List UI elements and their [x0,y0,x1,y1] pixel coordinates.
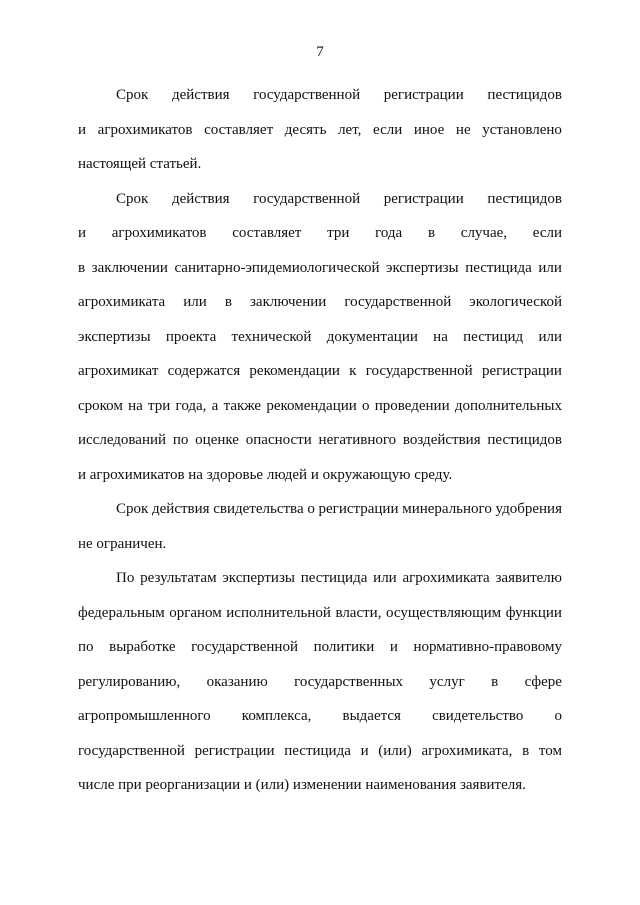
word: экологической [469,294,562,310]
word: исследований [78,432,167,448]
word: агрохимиката [402,570,490,586]
line-text: настоящей статьей. [78,156,202,172]
word: политики [313,639,375,655]
word: по [78,639,94,655]
word: заявителю [495,570,562,586]
word: иное [413,122,445,138]
word: в [78,260,86,276]
word: государственной [253,87,361,103]
word: пестицида [284,743,351,759]
word: в [491,674,499,690]
word: том [538,743,562,759]
word: года, [175,398,207,414]
word: о [362,398,370,414]
word: пестицидов [487,191,562,207]
word: свидетельство [432,708,524,724]
word: а [211,398,219,414]
word: государственных [294,674,404,690]
word: или [183,294,207,310]
word: к [349,363,357,379]
word: о [554,708,562,724]
word: государственной [78,743,185,759]
word: агрохимикатов [111,225,207,241]
word: исполнительной [226,605,331,621]
text-line [78,431,562,449]
word: или [538,260,562,276]
word: или [373,570,397,586]
word: сроком [78,398,123,414]
text-line [78,535,562,553]
word: власти, [335,605,382,621]
word: дополнительных [454,398,562,414]
word: Срок [116,87,149,103]
word: регистрации [481,363,562,379]
text-line [78,742,562,760]
text-line [78,707,562,725]
word: действия [171,191,230,207]
word: рекомендации [266,398,357,414]
text-line [78,362,562,380]
word: комплекса, [241,708,312,724]
word: документации [326,329,418,345]
word: государственной [344,294,452,310]
text-line [78,397,562,415]
text-line [78,121,562,139]
word: функции [505,605,562,621]
word: Срок [116,501,149,517]
word: государственной [365,363,473,379]
text-line [78,293,562,311]
word: (или) [378,743,412,759]
word: не [455,122,471,138]
word: По [116,570,135,586]
word: сфере [524,674,562,690]
word: агропромышленного [78,708,211,724]
word: на [128,398,143,414]
word: экспертизы [222,570,295,586]
word: агрохимиката [78,294,166,310]
line-text: не ограничен. [78,536,167,552]
text-line [78,466,562,484]
word: агрохимикат [78,363,159,379]
text-line [78,673,562,691]
word: регулированию, [78,674,181,690]
word: содержатся [167,363,241,379]
word: в [522,743,530,759]
text-line [78,155,562,173]
word: случае, [460,225,508,241]
word: или [538,329,562,345]
word: агрохимикатов [97,122,193,138]
word: три [148,398,171,414]
word: и [78,225,87,241]
word: санитарно-эпидемиологической [174,260,380,276]
word: в [427,225,436,241]
word: свидетельства [213,501,304,517]
word: по [172,432,189,448]
text-line [78,776,562,794]
word: экспертизы [78,329,151,345]
word: пестицида [300,570,368,586]
word: на [433,329,448,345]
word: действия [171,87,230,103]
word: пестицида [465,260,532,276]
word: нормативно-правовому [413,639,562,655]
word: агрохимиката, [421,743,513,759]
word: органом [169,605,222,621]
word: минерального [402,501,492,517]
word: о [307,501,315,517]
word: выработке [109,639,176,655]
word: оказанию [206,674,268,690]
word: результатам [140,570,217,586]
word: воздействия [402,432,481,448]
word: и [389,639,398,655]
word: Срок [116,191,149,207]
word: проведении [374,398,450,414]
word: проекта [165,329,217,345]
word: регистрации [194,743,275,759]
word: заключении [91,260,168,276]
word: установлено [482,122,562,138]
word: если [532,225,562,241]
word: года [375,225,403,241]
page-number: 7 [316,44,324,60]
word: негативного [318,432,397,448]
text-line [78,638,562,656]
text-line [116,569,562,587]
word: рекомендации [249,363,340,379]
word: регистрации [383,191,464,207]
word: в [224,294,232,310]
word: и [78,122,87,138]
word: десять [284,122,327,138]
word: федеральным [78,605,165,621]
word: составляет [232,225,302,241]
word: государственной [191,639,298,655]
text-line [116,500,562,518]
text-line [78,328,562,346]
word: три [327,225,350,241]
text-line [78,224,562,242]
word: также [223,398,262,414]
word: услуг [429,674,465,690]
word: осуществляющим [385,605,502,621]
word: пестицид [463,329,524,345]
word: государственной [253,191,361,207]
word: экспертизы [386,260,459,276]
line-text: числе при реорганизации и (или) изменении наименования заявителя. [78,777,526,793]
word: регистрации [383,87,464,103]
word: действия [152,501,210,517]
word: регистрации [318,501,399,517]
word: если [373,122,403,138]
word: опасности [245,432,312,448]
line-text: и агрохимикатов на здоровье людей и окружающую среду. [78,467,453,483]
text-line [116,86,562,104]
word: удобрения [495,501,562,517]
text-line [78,259,562,277]
word: заключении [250,294,327,310]
text-line [116,190,562,208]
word: лет, [338,122,362,138]
word: и [360,743,369,759]
word: пестицидов [487,432,562,448]
word: технической [231,329,312,345]
word: составляет [204,122,274,138]
word: выдается [342,708,401,724]
word: пестицидов [487,87,562,103]
word: оценке [195,432,239,448]
text-line [78,604,562,622]
